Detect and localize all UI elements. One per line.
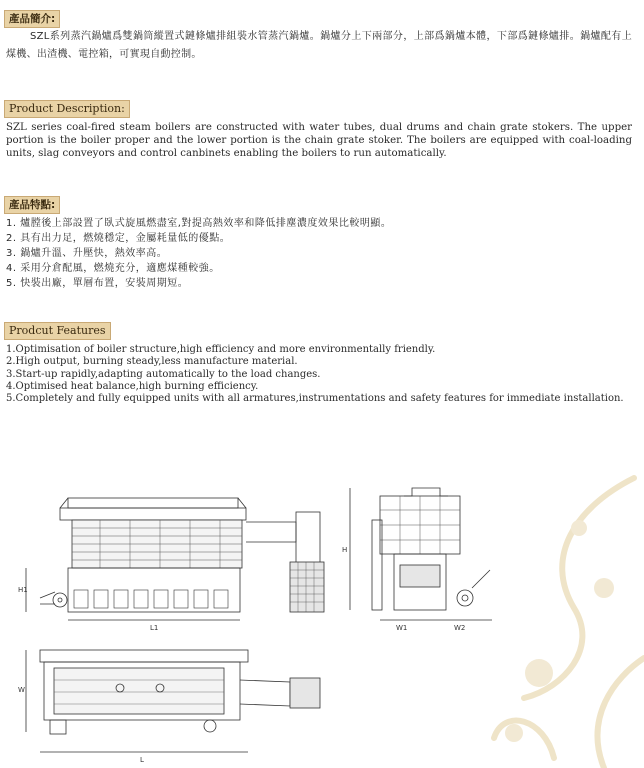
- list-item: 2. 具有出力足，燃燒穩定，金屬耗量低的優點。: [6, 233, 231, 244]
- features-heading-cn: 產品特點:: [4, 196, 60, 214]
- plan-view: [26, 650, 320, 752]
- dim-label-w2: W2: [454, 624, 466, 632]
- boiler-technical-drawing: [0, 470, 644, 768]
- list-item: 4. 采用分倉配風，燃燒充分，適應煤種較強。: [6, 263, 220, 274]
- list-item: 3.Start-up rapidly,adapting automatically to the load changes.: [6, 368, 321, 380]
- list-item: 1.Optimisation of boiler structure,high efficiency and more environmentally friendly.: [6, 344, 436, 355]
- dim-label-l1: L1: [150, 624, 159, 632]
- dim-label-h1: H1: [18, 586, 28, 594]
- front-elevation-view: [26, 498, 324, 620]
- list-item: 4.Optimised heat balance,high burning efficiency.: [6, 380, 259, 392]
- intro-heading-cn: 產品簡介:: [4, 10, 60, 28]
- features-list-en: [6, 344, 624, 405]
- description-heading-en: Product Description:: [4, 100, 130, 118]
- dim-label-w1: W1: [396, 624, 408, 632]
- side-elevation-view: [350, 488, 492, 620]
- dim-label-h: H: [342, 546, 348, 554]
- list-item: 5. 快裝出廠，單層布置，安裝周期短。: [6, 278, 189, 289]
- list-item: 2.High output, burning steady,less manufacture material.: [6, 356, 298, 368]
- list-item: 5.Completely and fully equipped units with all armatures,instrumentations and safety features for immediate installation.: [6, 393, 624, 405]
- intro-text-cn: SZL系列蒸汽鍋爐爲雙鍋筒縱置式鏈條爐排組裝水管蒸汽鍋爐。鍋爐分上下兩部分，上部爲鍋爐本體，下部爲鏈條爐排。鍋爐配有上煤機、出渣機、電控箱，可實現自動控制。: [6, 31, 632, 60]
- dim-label-l: L: [140, 756, 144, 764]
- list-item: 3. 鍋爐升溫、升壓快，熱效率高。: [6, 248, 168, 259]
- dim-label-w: W: [18, 686, 25, 694]
- features-heading-en: Prodcut Features: [4, 322, 111, 340]
- description-text-en: SZL series coal-fired steam boilers are constructed with water tubes, dual drums and chain grate stokers. The upper portion is the boiler proper and the lower portion is the chain grate stoker. The boilers are equipped with coal-loading units, slag conveyors and control canbinets enabling the boilers to run automatically.: [6, 122, 632, 159]
- list-item: 1. 爐膛後上部設置了臥式旋風燃盡室,對提高熱效率和降低排塵濃度效果比較明顯。: [6, 218, 392, 229]
- features-list-cn: [6, 216, 391, 291]
